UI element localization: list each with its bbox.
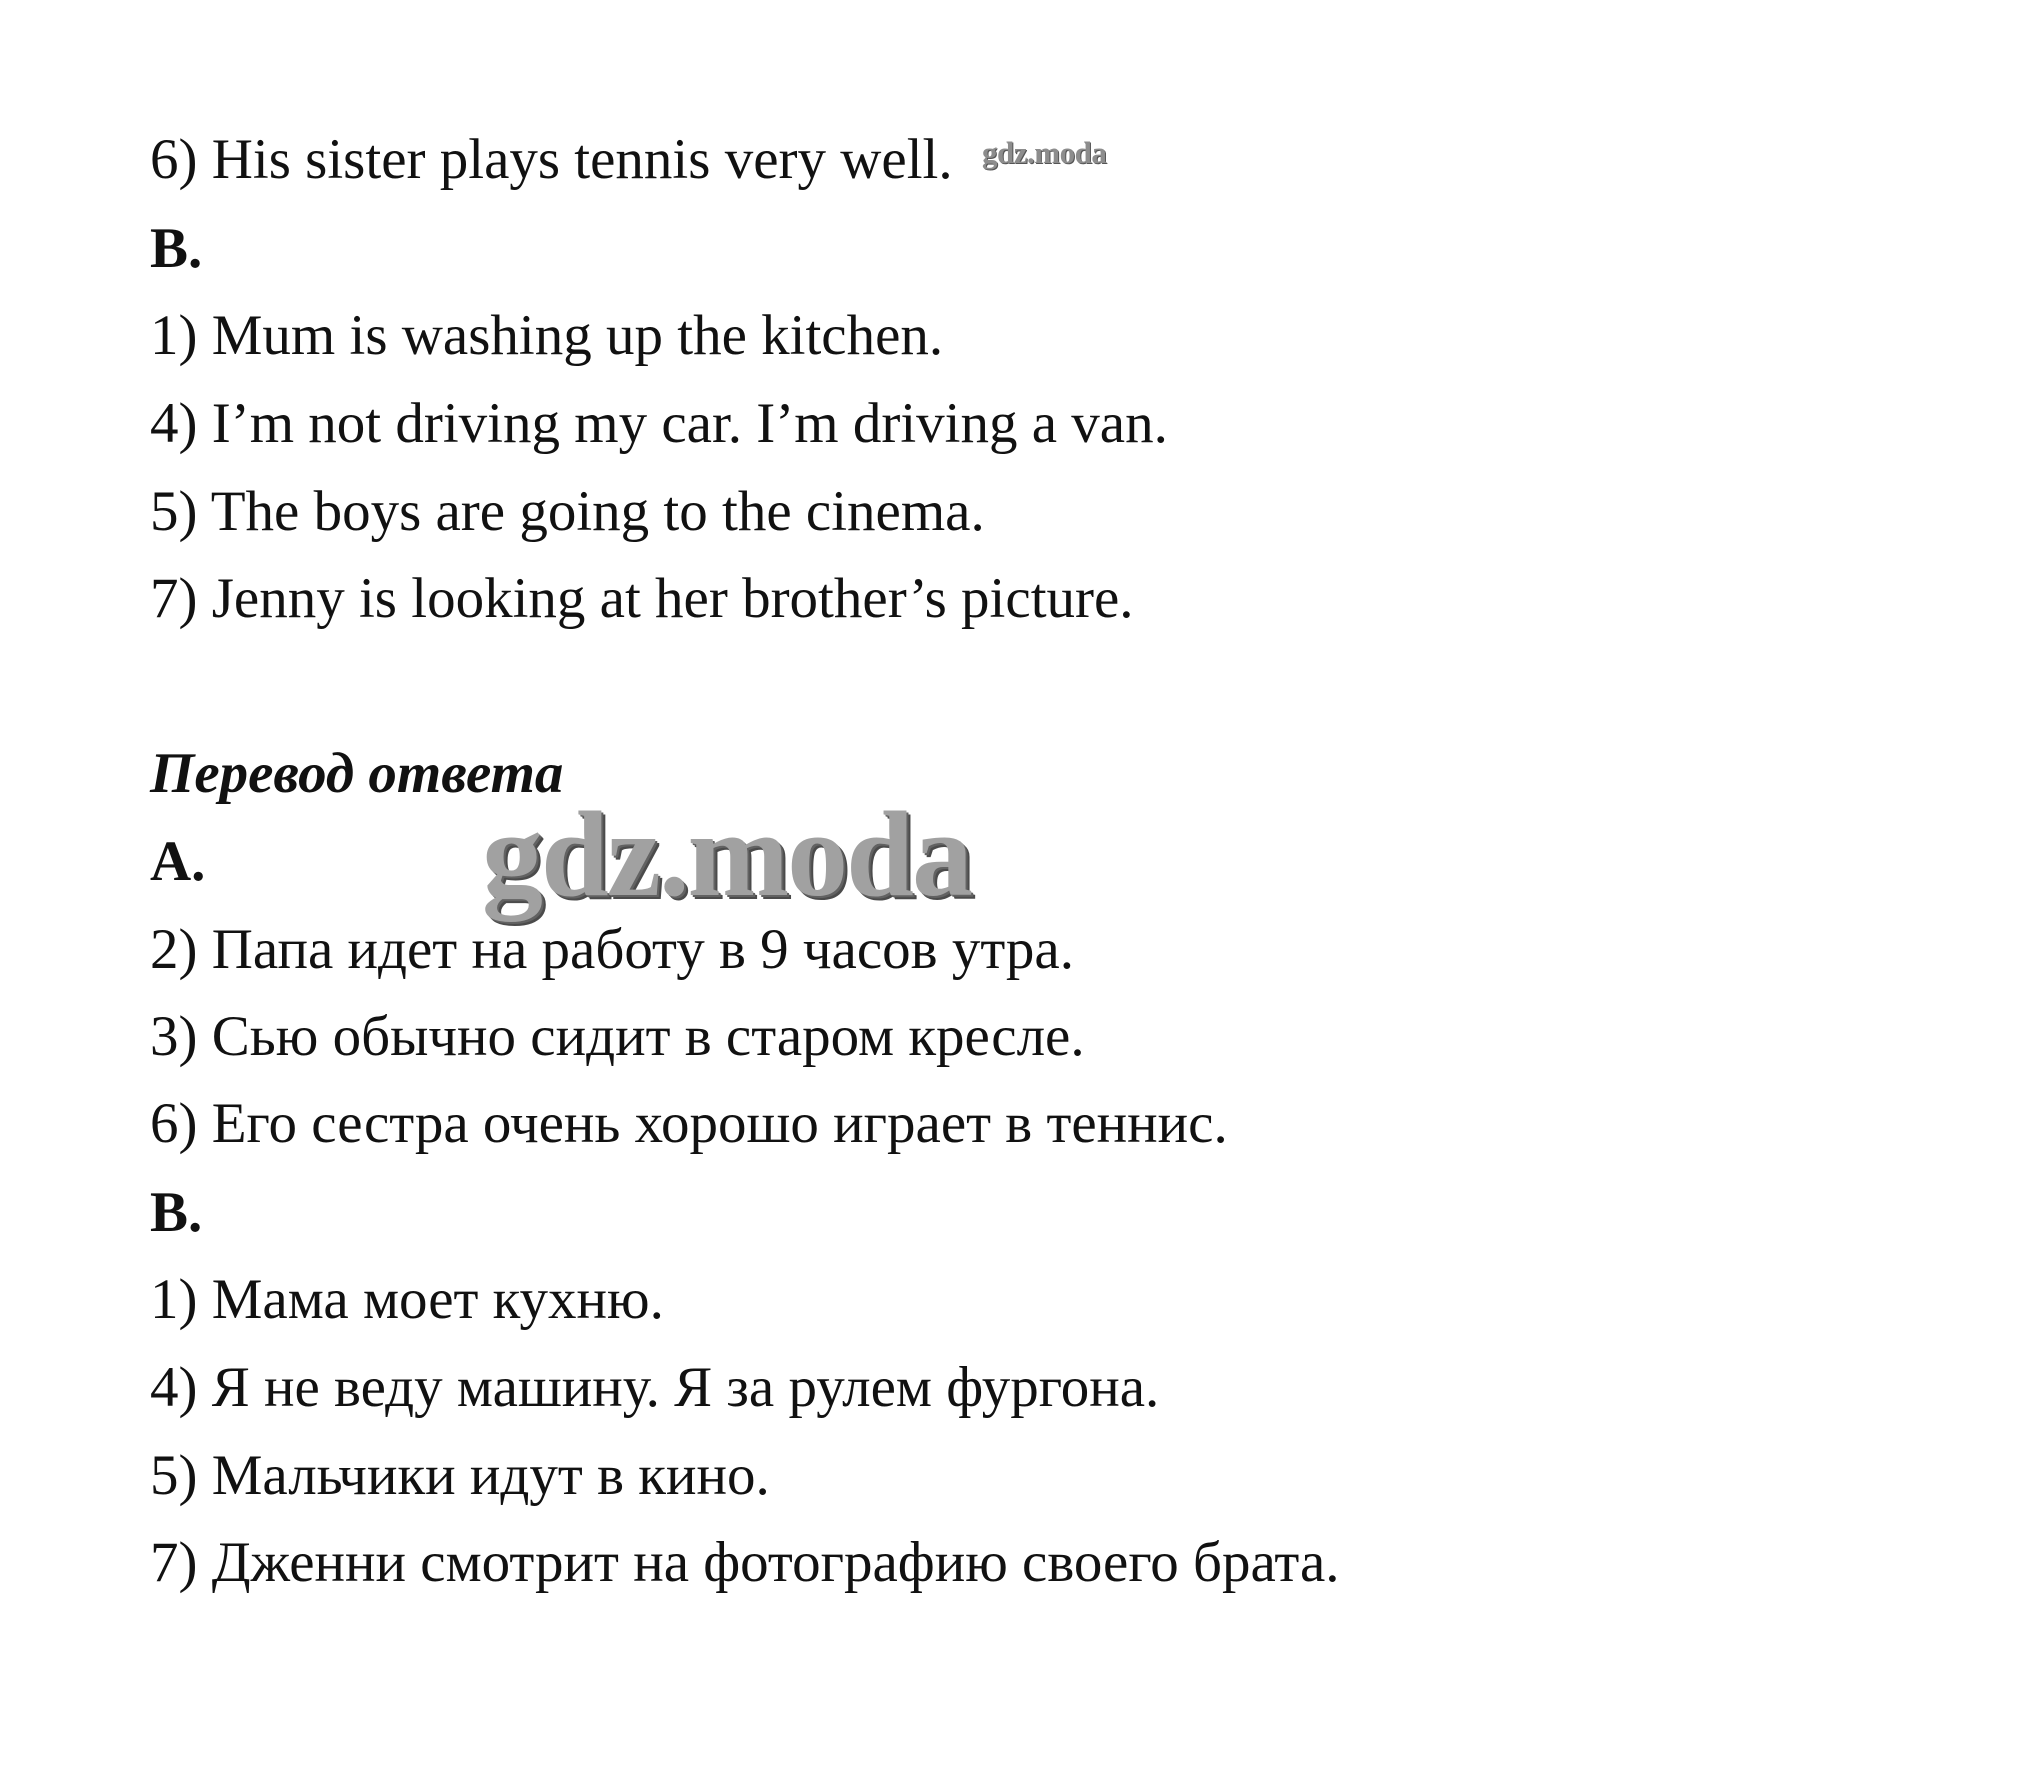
answer-b-1: 1) Mum is washing up the kitchen. xyxy=(150,304,944,367)
watermark-small: gdz.moda xyxy=(982,135,1107,170)
translation-a-3: 3) Сью обычно сидит в старом кресле. xyxy=(150,1005,1085,1068)
translation-b-4: 4) Я не веду машину. Я за рулем фургона. xyxy=(150,1356,1160,1419)
answer-b-5: 5) The boys are going to the cinema. xyxy=(150,480,985,543)
translation-b-5: 5) Мальчики идут в кино. xyxy=(150,1444,770,1507)
answer-line-6: 6) His sister plays tennis very well. xyxy=(150,128,953,191)
section-b-label: B. xyxy=(150,217,203,280)
answer-b-4: 4) I’m not driving my car. I’m driving a van. xyxy=(150,392,1168,455)
translation-section-b-label: B. xyxy=(150,1181,203,1244)
translation-b-7: 7) Дженни смотрит на фотографию своего брата. xyxy=(150,1531,1340,1594)
translation-heading: Перевод ответа xyxy=(150,742,564,805)
answer-b-7: 7) Jenny is looking at her brother’s picture. xyxy=(150,567,1134,630)
translation-b-1: 1) Мама моет кухню. xyxy=(150,1268,664,1331)
translation-section-a-label: A. xyxy=(150,830,206,893)
watermark-large: gdz.moda xyxy=(482,787,971,922)
translation-a-6: 6) Его сестра очень хорошо играет в теннис. xyxy=(150,1092,1228,1155)
translation-a-2: 2) Папа идет на работу в 9 часов утра. xyxy=(150,918,1074,981)
